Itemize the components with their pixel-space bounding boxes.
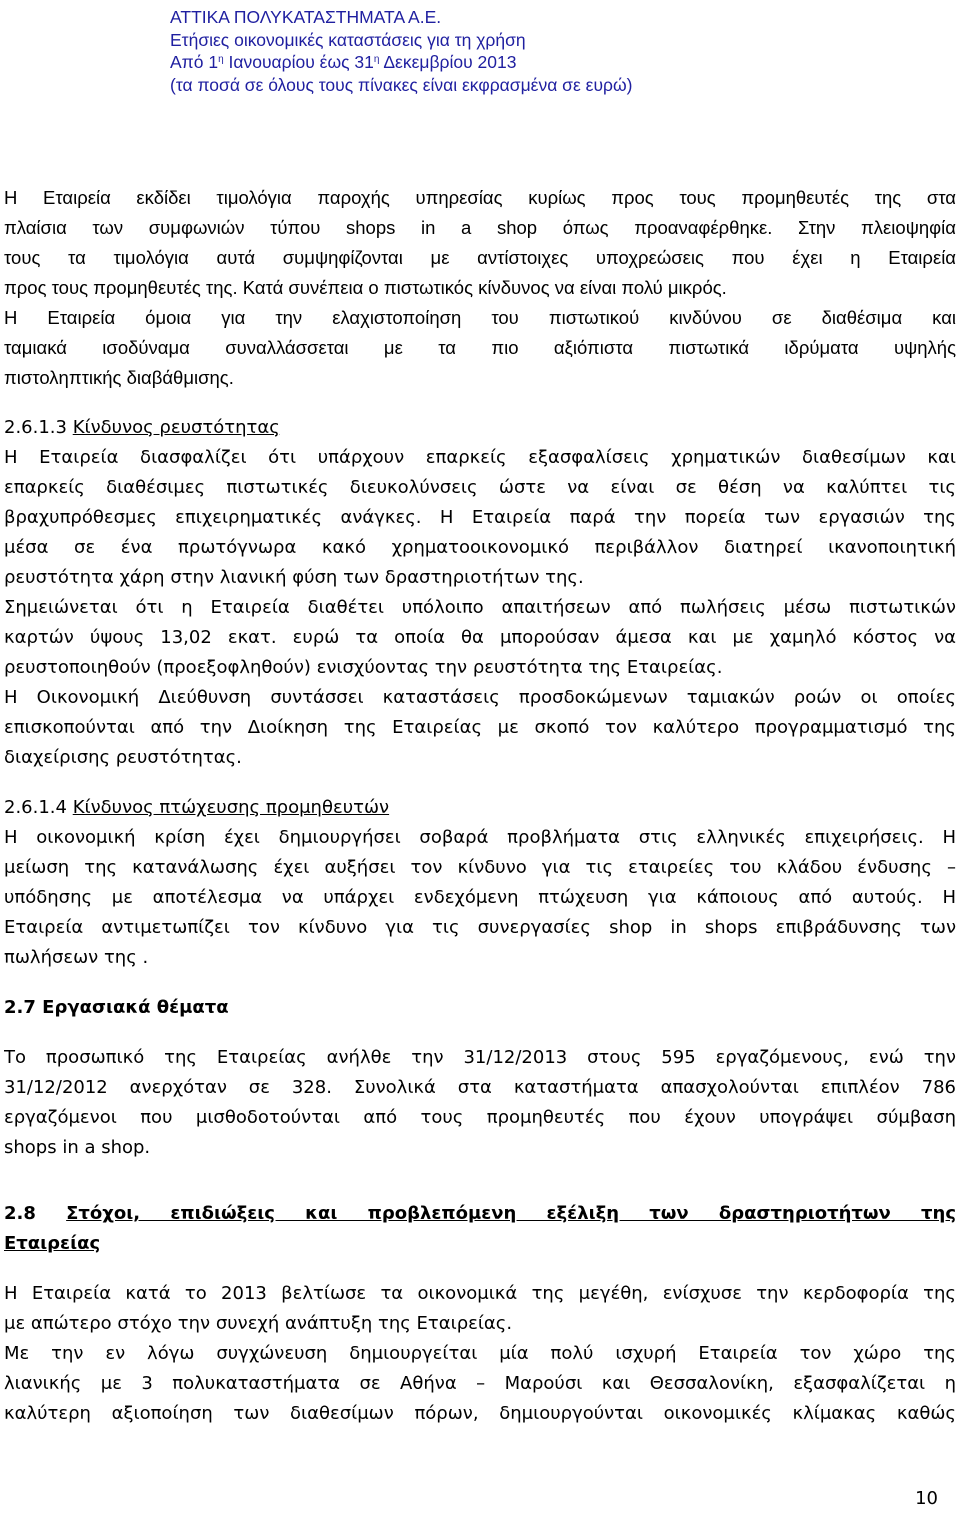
text-line: προς τους προμηθευτές της. Κατά συνέπεια ο πιστωτικός κίνδυνος να είναι πολύ μικρός. [4,277,727,298]
text-line: ρευστοποιηθούν (προεξοφληθούν) ενισχύοντας την ρευστότητα της Εταιρείας. [4,657,723,678]
document-body [4,183,956,1429]
text-line: λιανικής με 3 πολυκαταστήματα σε Αθήνα – Μαρούσι και Θεσσαλονίκη, εξασφαλίζεται η [4,1373,956,1394]
text-line: με απώτερο στόχο την συνεχή ανάπτυξη της Εταιρείας. [4,1313,513,1334]
section-heading [4,993,956,1023]
section-supplier-bankruptcy-risk [4,793,956,973]
text-line: Η οικονομική κρίση έχει δημιουργήσει σοβαρά προβλήματα στις ελληνικές επιχειρήσεις. Η [4,827,956,848]
section-heading [4,793,956,823]
section-goals-outlook [4,1199,956,1429]
text-line: τους τα τιμολόγια αυτά συμψηφίζονται με αντίστοιχες υποχρεώσεις που έχει η Εταιρεία [4,247,956,268]
section-title: Εργασιακά θέματα [35,997,229,1018]
section-title-continued: Εταιρείας [4,1233,101,1254]
section-number: 2.7 [4,997,36,1018]
section-number: 2.6.1.4 [4,797,73,818]
text-line: ρευστότητα χάρη στην λιανική φύση των δραστηριοτήτων της. [4,567,584,588]
text-line: Το προσωπικό της Εταιρείας ανήλθε την 31/12/2013 στους 595 εργαζόμενους, ενώ την [4,1047,956,1068]
period-sup-1: η [218,54,224,65]
text-line: Η Εταιρεία διασφαλίζει ότι υπάρχουν επαρκείς εξασφαλίσεις χρηματικών διαθεσίμων και [4,447,956,468]
text-line: 31/12/2012 ανερχόταν σε 328. Συνολικά στα καταστήματα απασχολούνται επιπλέον 786 [4,1077,956,1098]
text-line: καρτών ύψους 13,02 εκατ. ευρώ τα οποία θα μπορούσαν άμεσα και με χαμηλό κόστος να [4,627,956,648]
page-number: 10 [915,1488,938,1509]
text-line: ταμιακά ισοδύναμα συναλλάσσεται με τα πιο αξιόπιστα πιστωτικά ιδρύματα υψηλής [4,337,956,358]
section-title: Κίνδυνος ρευστότητας [72,417,280,438]
period-start: Από 1 [170,52,219,72]
period-mid: Ιανουαρίου έως 31 [223,52,374,72]
page-header [170,6,950,96]
report-subtitle: Ετήσιες οικονομικές καταστάσεις για τη χρήση [170,29,526,50]
text-line: Η Εταιρεία κατά το 2013 βελτίωσε τα οικονομικά της μεγέθη, ενίσχυσε την κερδοφορία της [4,1283,956,1304]
currency-note: (τα ποσά σε όλους τους πίνακες είναι εκφρασμένα σε ευρώ) [170,74,633,95]
text-line: Εταιρεία αντιμετωπίζει τον κίνδυνο για τις συνεργασίες shop in shops επιβράδυνσης των [4,917,956,938]
text-line: πλαίσια των συμφωνιών τύπου shops in a shop όπως προαναφέρθηκε. Στην πλειοψηφία [4,217,956,238]
text-line: Η Εταιρεία όμοια για την ελαχιστοποίηση του πιστωτικού κινδύνου σε διαθέσιμα και [4,307,956,328]
text-line: υπόδησης με αποτέλεσμα να υπάρχει ενδεχόμενη πτώχευση για κάποιους από αυτούς. Η [4,887,956,908]
text-line: μείωση της κατανάλωσης έχει αυξήσει τον κίνδυνο για τις εταιρείες του κλάδου ένδυσης – [4,857,956,878]
text-line: πωλήσεων της . [4,947,149,968]
text-line: Σημειώνεται ότι η Εταιρεία διαθέτει υπόλοιπο απαιτήσεων από πωλήσεις μέσω πιστωτικών [4,597,956,618]
text-line: μέσα σε ένα πρωτόγνωρα κακό χρηματοοικονομικό περιβάλλον διατηρεί ικανοποιητική [4,537,956,558]
period-end: Δεκεμβρίου 2013 [379,52,517,72]
text-line: επαρκείς διαθέσιμες πιστωτικές διευκολύνσεις ώστε να είναι σε θέση να καλύπτει τις [4,477,956,498]
text-line: πιστοληπτικής διαβάθμισης. [4,367,234,388]
text-line: επισκοπούνται από την Διοίκηση της Εταιρείας με σκοπό τον καλύτερο προγραμματισμό της [4,717,956,738]
text-line: Με την εν λόγω συγχώνευση δημιουργείται μία πολύ ισχυρή Εταιρεία τον χώρο της [4,1343,956,1364]
text-line: Η Οικονομική Διεύθυνση συντάσσει καταστάσεις προσδοκώμενων ταμιακών ροών οι οποίες [4,687,956,708]
section-number: 2.8 [4,1203,36,1224]
period-sup-2: η [373,54,380,65]
section-title: Κίνδυνος πτώχευσης προμηθευτών [72,797,390,818]
text-line: διαχείρισης ρευστότητας. [4,747,242,768]
text-line: shops in a shop. [4,1137,151,1158]
section-liquidity-risk [4,413,956,773]
section-number: 2.6.1.3 [4,417,73,438]
text-line: βραχυπρόθεσμες επιχειρηματικές ανάγκες. Η Εταιρεία παρά την πορεία των εργασιών της [4,507,956,528]
text-line: καλύτερη αξιοποίηση των διαθεσίμων πόρων, δημιουργούνται οικονομικές κλίμακας καθώς [4,1403,956,1424]
report-period [170,51,950,74]
section-labour-issues [4,993,956,1163]
section-heading [4,1199,956,1229]
section-heading [4,413,956,443]
section-title: Στόχοι, επιδιώξεις και προβλεπόμενη εξέλιξη των δραστηριοτήτων της [66,1203,956,1224]
text-line: εργαζόμενοι που μισθοδοτούνται από τους προμηθευτές που έχουν υπογράψει σύμβαση [4,1107,956,1128]
company-name: ΑΤΤΙΚΑ ΠΟΛΥΚΑΤΑΣΤΗΜΑΤΑ Α.Ε. [170,7,442,27]
intro-paragraph [4,183,956,393]
text-line: Η Εταιρεία εκδίδει τιμολόγια παροχής υπηρεσίας κυρίως προς τους προμηθευτές της στα [4,187,956,208]
